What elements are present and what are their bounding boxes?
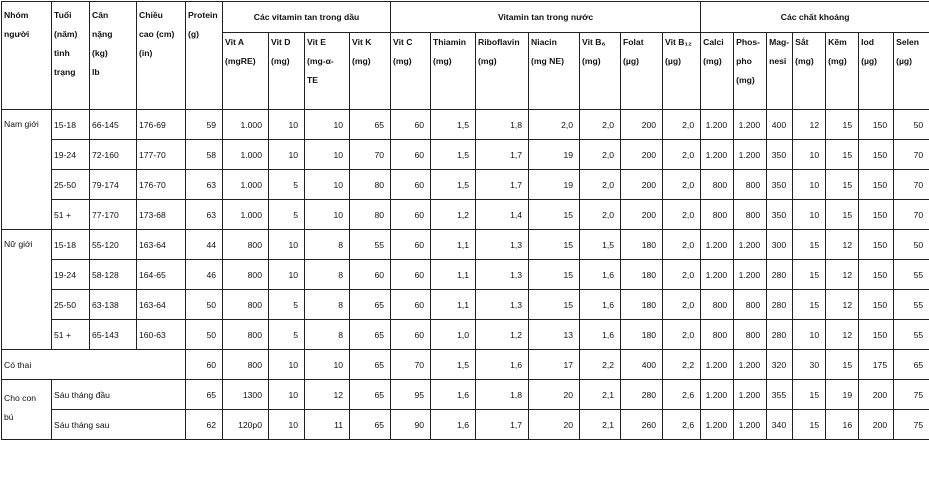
table-cell: 12 <box>826 260 859 290</box>
table-cell: 1,1 <box>431 290 476 320</box>
table-cell: 1,7 <box>476 140 529 170</box>
table-cell: 60 <box>350 260 391 290</box>
table-cell: 800 <box>223 320 269 350</box>
group-label: Có thai <box>2 350 186 380</box>
table-cell: 800 <box>734 170 767 200</box>
table-cell: 10 <box>793 320 826 350</box>
table-cell: 44 <box>186 230 223 260</box>
table-cell: 5 <box>269 170 305 200</box>
column-header: Vit E (mg-α- TE <box>305 33 350 110</box>
table-cell: 1.200 <box>734 380 767 410</box>
table-cell: 10 <box>793 170 826 200</box>
table-cell: 10 <box>269 260 305 290</box>
table-cell: 800 <box>223 230 269 260</box>
header-age: Tuổi (năm) tình trạng <box>52 2 90 110</box>
table-cell: 19 <box>529 170 580 200</box>
table-cell: 180 <box>621 260 663 290</box>
table-cell: 5 <box>269 320 305 350</box>
table-cell: 350 <box>767 200 793 230</box>
table-cell: 1,5 <box>431 140 476 170</box>
table-cell: 55 <box>894 260 929 290</box>
table-cell: 75 <box>894 380 929 410</box>
table-cell: 65 <box>350 410 391 440</box>
table-cell: 2,0 <box>663 200 701 230</box>
table-cell: 10 <box>269 410 305 440</box>
group-label: Nam giới <box>2 110 52 230</box>
table-cell: 1.200 <box>734 350 767 380</box>
table-cell: 79-174 <box>90 170 137 200</box>
table-cell: 350 <box>767 140 793 170</box>
table-cell: 200 <box>859 410 894 440</box>
table-cell: 66-145 <box>90 110 137 140</box>
table-cell: 10 <box>269 380 305 410</box>
table-cell: 58 <box>186 140 223 170</box>
table-cell: 15 <box>826 350 859 380</box>
table-cell: 150 <box>859 200 894 230</box>
column-header: Folat (µg) <box>621 33 663 110</box>
table-row <box>2 320 929 350</box>
table-cell: 1,7 <box>476 410 529 440</box>
table-cell: 17 <box>529 350 580 380</box>
table-cell: 70 <box>894 170 929 200</box>
table-cell: 260 <box>621 410 663 440</box>
table-cell: 10 <box>793 140 826 170</box>
table-cell: 58-128 <box>90 260 137 290</box>
table-cell: 1.200 <box>734 110 767 140</box>
table-cell: 280 <box>621 380 663 410</box>
table-cell: 55-120 <box>90 230 137 260</box>
table-cell: 70 <box>391 350 431 380</box>
table-cell: 1,1 <box>431 230 476 260</box>
table-cell: 80 <box>350 170 391 200</box>
table-cell: 60 <box>391 110 431 140</box>
table-row <box>2 410 929 440</box>
table-cell: 15-18 <box>52 110 90 140</box>
table-cell: 800 <box>701 290 734 320</box>
table-cell: 60 <box>391 260 431 290</box>
table-cell: 800 <box>223 350 269 380</box>
table-cell: 63 <box>186 170 223 200</box>
table-cell: 340 <box>767 410 793 440</box>
table-cell: 51 + <box>52 200 90 230</box>
table-cell: 1.200 <box>734 230 767 260</box>
table-row <box>2 350 929 380</box>
table-cell: 320 <box>767 350 793 380</box>
table-cell: 15 <box>529 230 580 260</box>
table-cell: 95 <box>391 380 431 410</box>
table-cell: 164-65 <box>137 260 186 290</box>
header-water-soluble: Vitamin tan trong nước <box>391 2 701 33</box>
table-cell: 2,0 <box>663 320 701 350</box>
table-cell: 2,6 <box>663 380 701 410</box>
table-row <box>2 290 929 320</box>
table-cell: 280 <box>767 290 793 320</box>
table-cell: 800 <box>734 290 767 320</box>
table-cell: 280 <box>767 320 793 350</box>
table-cell: 1,8 <box>476 380 529 410</box>
table-cell: 10 <box>305 200 350 230</box>
table-cell: 65 <box>350 110 391 140</box>
table-cell: 2,0 <box>663 140 701 170</box>
table-row <box>2 230 929 260</box>
table-cell: 163-64 <box>137 290 186 320</box>
table-cell: 180 <box>621 290 663 320</box>
table-cell: 8 <box>305 230 350 260</box>
table-cell: 10 <box>269 230 305 260</box>
table-cell: 50 <box>186 290 223 320</box>
group-label: Cho con bú <box>2 380 52 440</box>
table-cell: 65 <box>350 350 391 380</box>
table-cell: 173-68 <box>137 200 186 230</box>
table-cell: 63 <box>186 200 223 230</box>
table-cell: 1.200 <box>701 140 734 170</box>
table-cell: 12 <box>793 110 826 140</box>
table-cell: 12 <box>826 230 859 260</box>
table-cell: 51 + <box>52 320 90 350</box>
table-cell: 10 <box>305 170 350 200</box>
column-header: Thiamin (mg) <box>431 33 476 110</box>
table-cell: 150 <box>859 290 894 320</box>
table-cell: 800 <box>223 290 269 320</box>
table-cell: 1.200 <box>734 260 767 290</box>
table-cell: 60 <box>391 200 431 230</box>
table-cell: 1,5 <box>431 170 476 200</box>
table-cell: 177-70 <box>137 140 186 170</box>
table-cell: 15 <box>529 200 580 230</box>
table-cell: 8 <box>305 290 350 320</box>
table-cell: 10 <box>269 110 305 140</box>
table-cell: 90 <box>391 410 431 440</box>
table-cell: 55 <box>894 290 929 320</box>
table-cell: 19 <box>826 380 859 410</box>
table-row <box>2 380 929 410</box>
table-cell: 62 <box>186 410 223 440</box>
table-cell: 2,0 <box>663 110 701 140</box>
table-cell: 55 <box>894 320 929 350</box>
header-fat-soluble: Các vitamin tan trong dầu <box>223 2 391 33</box>
table-cell: 1,7 <box>476 170 529 200</box>
table-cell: 80 <box>350 200 391 230</box>
table-cell: 15 <box>529 290 580 320</box>
table-cell: 2,0 <box>663 260 701 290</box>
table-cell: 1,2 <box>431 200 476 230</box>
table-cell: 65 <box>894 350 929 380</box>
group-label: Nữ giới <box>2 230 52 350</box>
table-cell: 50 <box>894 230 929 260</box>
table-cell: 30 <box>793 350 826 380</box>
table-cell: 2,0 <box>529 110 580 140</box>
table-row <box>2 110 929 140</box>
column-header: Phos- pho (mg) <box>734 33 767 110</box>
table-cell: 16 <box>826 410 859 440</box>
table-cell: 1,3 <box>476 290 529 320</box>
header-height: Chiều cao (cm) (in) <box>137 2 186 110</box>
table-cell: 2,2 <box>580 350 621 380</box>
table-cell: 25-50 <box>52 290 90 320</box>
table-cell: 15 <box>793 290 826 320</box>
table-cell: 1.200 <box>734 140 767 170</box>
table-cell: 20 <box>529 380 580 410</box>
table-cell: 46 <box>186 260 223 290</box>
table-cell: 1,6 <box>476 350 529 380</box>
table-cell: 150 <box>859 140 894 170</box>
table-cell: 2,1 <box>580 380 621 410</box>
table-cell: 1,5 <box>580 230 621 260</box>
table-cell: 200 <box>621 140 663 170</box>
table-cell: 1.200 <box>701 380 734 410</box>
table-cell: 15 <box>793 230 826 260</box>
table-cell: 50 <box>186 320 223 350</box>
table-cell: 163-64 <box>137 230 186 260</box>
table-cell: 59 <box>186 110 223 140</box>
table-cell: 1.000 <box>223 200 269 230</box>
table-row <box>2 200 929 230</box>
table-cell: 180 <box>621 320 663 350</box>
table-cell: 15 <box>826 110 859 140</box>
table-cell: 400 <box>767 110 793 140</box>
column-header: Iod (µg) <box>859 33 894 110</box>
column-header: Sắt (mg) <box>793 33 826 110</box>
table-cell: 65 <box>350 290 391 320</box>
header-minerals: Các chất khoáng <box>701 2 929 33</box>
table-cell: 20 <box>529 410 580 440</box>
table-cell: 1.000 <box>223 140 269 170</box>
table-cell: 120p0 <box>223 410 269 440</box>
table-cell: 2,2 <box>663 350 701 380</box>
table-cell: 15 <box>826 170 859 200</box>
table-cell: 1,1 <box>431 260 476 290</box>
table-cell: 2,0 <box>580 110 621 140</box>
table-cell: 5 <box>269 200 305 230</box>
table-cell: 1.000 <box>223 110 269 140</box>
table-cell: 5 <box>269 290 305 320</box>
table-cell: 300 <box>767 230 793 260</box>
table-cell: 75 <box>894 410 929 440</box>
table-cell: 70 <box>350 140 391 170</box>
table-cell: 150 <box>859 110 894 140</box>
table-body <box>2 110 929 440</box>
table-cell: 50 <box>894 110 929 140</box>
table-cell: 10 <box>305 350 350 380</box>
table-cell: 1,0 <box>431 320 476 350</box>
table-cell: 800 <box>701 200 734 230</box>
table-cell: 10 <box>305 110 350 140</box>
column-header: Vit C (mg) <box>391 33 431 110</box>
table-cell: 2,0 <box>663 290 701 320</box>
table-cell: 1.000 <box>223 170 269 200</box>
table-cell: 19-24 <box>52 140 90 170</box>
table-cell: 1,6 <box>580 320 621 350</box>
header-group: Nhóm người <box>2 2 52 110</box>
table-cell: 15 <box>826 200 859 230</box>
table-cell: 280 <box>767 260 793 290</box>
table-cell: 1,2 <box>476 320 529 350</box>
table-cell: 1.200 <box>701 110 734 140</box>
table-cell: 55 <box>350 230 391 260</box>
table-cell: 1,5 <box>431 110 476 140</box>
column-header: Mag- nesi <box>767 33 793 110</box>
table-cell: 2,6 <box>663 410 701 440</box>
table-cell: 1.200 <box>701 230 734 260</box>
table-cell: 800 <box>701 320 734 350</box>
table-row <box>2 170 929 200</box>
header-weight: Cân nặng (kg) lb <box>90 2 137 110</box>
table-cell: 2,1 <box>580 410 621 440</box>
table-cell: 150 <box>859 320 894 350</box>
column-header: Niacin (mg NE) <box>529 33 580 110</box>
table-cell: 1,5 <box>431 350 476 380</box>
table-cell: 800 <box>223 260 269 290</box>
table-cell: 150 <box>859 260 894 290</box>
table-cell: 200 <box>621 200 663 230</box>
column-header: Selen (µg) <box>894 33 929 110</box>
table-cell: 12 <box>826 320 859 350</box>
table-cell: 15 <box>826 140 859 170</box>
table-cell: Sáu tháng đầu <box>52 380 186 410</box>
table-cell: 1,4 <box>476 200 529 230</box>
table-cell: 12 <box>826 290 859 320</box>
table-cell: 350 <box>767 170 793 200</box>
table-cell: 1300 <box>223 380 269 410</box>
table-cell: 25-50 <box>52 170 90 200</box>
table-cell: 1,8 <box>476 110 529 140</box>
nutrition-table <box>1 1 929 440</box>
table-cell: 1.200 <box>734 410 767 440</box>
table-cell: 2,0 <box>663 170 701 200</box>
table-cell: 1.200 <box>701 260 734 290</box>
table-cell: 1,6 <box>580 290 621 320</box>
table-cell: 1,3 <box>476 260 529 290</box>
table-cell: 60 <box>391 140 431 170</box>
table-cell: 1.200 <box>701 350 734 380</box>
table-cell: 176-69 <box>137 110 186 140</box>
table-cell: 60 <box>391 320 431 350</box>
table-cell: 1.200 <box>701 410 734 440</box>
table-cell: 70 <box>894 140 929 170</box>
table-cell: 63-138 <box>90 290 137 320</box>
table-cell: 65 <box>350 380 391 410</box>
table-cell: 77-170 <box>90 200 137 230</box>
column-header: Vit A (mgRE) <box>223 33 269 110</box>
table-cell: 70 <box>894 200 929 230</box>
table-cell: 355 <box>767 380 793 410</box>
column-header: Calci (mg) <box>701 33 734 110</box>
table-cell: 8 <box>305 260 350 290</box>
table-cell: 19 <box>529 140 580 170</box>
table-cell: 2,0 <box>663 230 701 260</box>
table-cell: 2,0 <box>580 140 621 170</box>
table-cell: 1,6 <box>431 380 476 410</box>
table-cell: 72-160 <box>90 140 137 170</box>
table-cell: 15 <box>793 410 826 440</box>
table-cell: 60 <box>391 170 431 200</box>
table-cell: 1,6 <box>431 410 476 440</box>
table-cell: 65 <box>186 380 223 410</box>
table-cell: 10 <box>269 140 305 170</box>
table-cell: 150 <box>859 230 894 260</box>
table-cell: 60 <box>186 350 223 380</box>
table-cell: 10 <box>269 350 305 380</box>
table-cell: 15 <box>793 260 826 290</box>
table-cell: 60 <box>391 290 431 320</box>
table-cell: 12 <box>305 380 350 410</box>
table-cell: 10 <box>793 200 826 230</box>
column-header: Vit K (mg) <box>350 33 391 110</box>
table-cell: 400 <box>621 350 663 380</box>
table-cell: 150 <box>859 170 894 200</box>
table-cell: 65-143 <box>90 320 137 350</box>
table-cell: 13 <box>529 320 580 350</box>
table-cell: 15 <box>793 380 826 410</box>
table-cell: 200 <box>859 380 894 410</box>
column-header: Vit D (mg) <box>269 33 305 110</box>
table-row <box>2 260 929 290</box>
header-protein: Protein (g) <box>186 2 223 110</box>
table-cell: 1,3 <box>476 230 529 260</box>
table-cell: 176-70 <box>137 170 186 200</box>
table-cell: 65 <box>350 320 391 350</box>
column-header: Vit B₁₂ (µg) <box>663 33 701 110</box>
table-cell: 200 <box>621 110 663 140</box>
table-cell: 2,0 <box>580 200 621 230</box>
table-cell: 11 <box>305 410 350 440</box>
table-row <box>2 140 929 170</box>
table-cell: 10 <box>305 140 350 170</box>
table-cell: 2,0 <box>580 170 621 200</box>
table-cell: 200 <box>621 170 663 200</box>
table-cell: 19-24 <box>52 260 90 290</box>
table-cell: 175 <box>859 350 894 380</box>
table-cell: Sáu tháng sau <box>52 410 186 440</box>
table-cell: 15 <box>529 260 580 290</box>
table-cell: 1,6 <box>580 260 621 290</box>
table-cell: 160-63 <box>137 320 186 350</box>
column-header: Kẽm (mg) <box>826 33 859 110</box>
table-cell: 800 <box>734 320 767 350</box>
table-cell: 8 <box>305 320 350 350</box>
table-cell: 800 <box>701 170 734 200</box>
table-cell: 800 <box>734 200 767 230</box>
table-cell: 15-18 <box>52 230 90 260</box>
column-header: Vit B₆ (mg) <box>580 33 621 110</box>
table-cell: 180 <box>621 230 663 260</box>
column-header: Riboflavin (mg) <box>476 33 529 110</box>
table-cell: 60 <box>391 230 431 260</box>
